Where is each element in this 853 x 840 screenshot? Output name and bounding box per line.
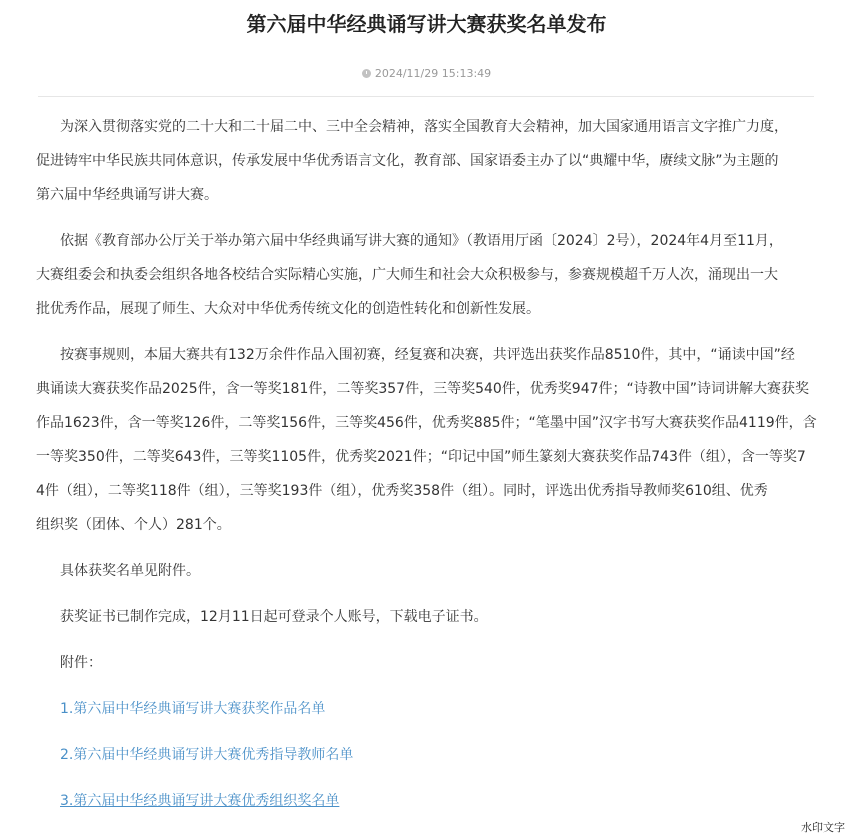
- paragraph: [36, 224, 820, 326]
- publish-meta: [0, 66, 853, 82]
- paragraph-line: 获奖证书已制作完成，12月11日起可登录个人账号，下载电子证书。: [60, 609, 488, 625]
- paragraph-line: 促进铸牢中华民族共同体意识，传承发展中华优秀语言文化，教育部、国家语委主办了以“典耀中华，赓续文脉”为主题的: [36, 153, 779, 169]
- paragraph-line: 4件（组），二等奖118件（组），三等奖193件（组），优秀奖358件（组）。同时，评选出优秀指导教师奖610组、优秀: [36, 483, 768, 499]
- paragraph-line: 作品1623件，含一等奖126件，二等奖156件，三等奖456件，优秀奖885件；“笔墨中国”汉字书写大赛获奖作品4119件，含: [36, 415, 817, 431]
- attachment-item: [60, 692, 820, 726]
- attachment-link-1[interactable]: 1.第六届中华经典诵写讲大赛获奖作品名单: [60, 701, 326, 717]
- paragraph-line: 依据《教育部办公厅关于举办第六届中华经典诵写讲大赛的通知》（教语用厅函〔2024〕2号），2024年4月至11月，: [60, 233, 783, 249]
- attachments-heading: [60, 646, 820, 680]
- paragraph-line: 附件：: [60, 655, 102, 671]
- divider: [38, 96, 814, 97]
- paragraph-line: 组织奖（团体、个人）281个。: [36, 517, 231, 533]
- publish-datetime: 2024/11/29 15:13:49: [374, 67, 492, 80]
- paragraph-line: 大赛组委会和执委会组织各地各校结合实际精心实施，广大师生和社会大众积极参与，参赛规模超千万人次，涌现出一大: [36, 267, 778, 283]
- attachment-item: [60, 738, 820, 772]
- paragraph-line: 典诵读大赛获奖作品2025件，含一等奖181件，二等奖357件，三等奖540件，优秀奖947件；“诗教中国”诗词讲解大赛获奖: [36, 381, 810, 397]
- attachment-item: [60, 784, 820, 818]
- page-title: 第六届中华经典诵写讲大赛获奖名单发布: [246, 12, 607, 36]
- paragraph: [36, 110, 820, 212]
- attachment-link-2[interactable]: 2.第六届中华经典诵写讲大赛优秀指导教师名单: [60, 747, 354, 763]
- paragraph-line: 为深入贯彻落实党的二十大和二十届二中、三中全会精神，落实全国教育大会精神，加大国家通用语言文字推广力度，: [60, 119, 788, 135]
- watermark: 水印文字: [799, 818, 847, 836]
- paragraph: [36, 338, 820, 542]
- clock-icon: [362, 69, 371, 78]
- paragraph: [60, 600, 820, 634]
- attachment-link-3[interactable]: 3.第六届中华经典诵写讲大赛优秀组织奖名单: [60, 793, 340, 809]
- paragraph-line: 批优秀作品，展现了师生、大众对中华优秀传统文化的创造性转化和创新性发展。: [36, 301, 540, 317]
- article-body: [36, 110, 820, 830]
- paragraph-line: 按赛事规则，本届大赛共有132万余件作品入围初赛，经复赛和决赛，共评选出获奖作品8510件，其中，“诵读中国”经: [60, 347, 795, 363]
- paragraph-line: 一等奖350件，二等奖643件，三等奖1105件，优秀奖2021件；“印记中国”师生篆刻大赛获奖作品743件（组），含一等奖7: [36, 449, 806, 465]
- paragraph: [60, 554, 820, 588]
- paragraph-line: 具体获奖名单见附件。: [60, 563, 200, 579]
- paragraph-line: 第六届中华经典诵写讲大赛。: [36, 187, 218, 203]
